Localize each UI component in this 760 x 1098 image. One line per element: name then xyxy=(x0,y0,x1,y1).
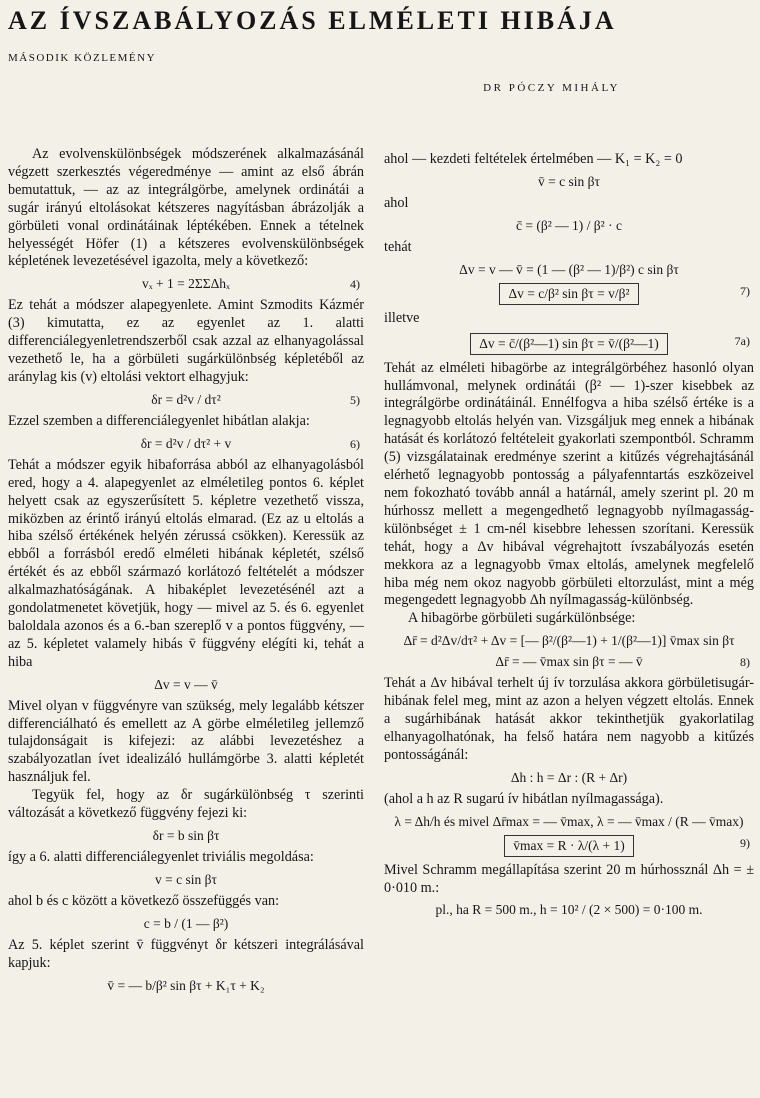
equation-text: δr = d²v / dτ² xyxy=(151,391,221,407)
equation-text: v̄max = R · λ/(λ + 1) xyxy=(504,835,634,857)
equation xyxy=(8,276,364,292)
paragraph: Mivel Schramm megállapítása szerint 20 m húrhossznál Δh = ± 0·010 m.: xyxy=(384,861,754,896)
paragraph: Tehát az elméleti hibagörbe az integrálgörbéhez hasonló olyan hullámvonal, melynek ordinátái (β² — 1)-szer kisebbek az integrálgörbe ordinátáinál. Ennélfogva a hiba szélső értéke is a legnagyobb eltolás helyén van. Vizsgáljuk meg ennek a hibának hatását és korlátozó feltételeit gyakorlati szempontból. Schramm (5) vizsgálatainak eredménye szerint a kitűzés végrehajtásánál elérhető legnagyobb pontosság a pályafenntartás eszközeivel nem fokozható tovább annál a határnál, amely szerint pl. 20 m húrhossz mellett a megengedhető legnagyobb nyílmagasság-különbséget ± 1 cm-nél kisebbre lehessen szorítani. Keressük tehát, hogy a Δv hibával végrehajtott ívszabályozás esetén mekkora az a legnagyobb v̄max eltolás, amelynek megfelelő hiba még nem okoz nagyobb görbületi eltorzulást, mint a még megengedett legnagyobb Δh nyílmagasság-különbség. xyxy=(384,359,754,609)
equation-number: 7) xyxy=(740,283,750,298)
paragraph: Ezzel szemben a differenciálegyenlet hibátlan alakja: xyxy=(8,412,310,429)
author-name: DR PÓCZY MIHÁLY xyxy=(483,82,620,94)
equation xyxy=(384,218,754,234)
equation xyxy=(8,872,364,888)
left-column xyxy=(8,146,364,999)
paragraph: Az evolvenskülönbségek módszerének alkalmazásánál végzett szerkesztés végeredménye — amint az első ábrán bemutattuk, — az az integrálgörbe, amelynek ordinátái a sugár irányú eltolásokat kétszeres nagyításban ábrázolják a görbületi vonal ordinátáinak léptékében. Ennek a tételnek helyességét Höfer (1) a kétszeres evolvenskülönbségek képletének levezetésével igazolta, mely a következő: xyxy=(8,146,364,270)
equation xyxy=(384,174,754,190)
paragraph: ahol xyxy=(384,194,409,211)
article-title: AZ ÍVSZABÁLYOZÁS ELMÉLETI HIBÁJA xyxy=(8,6,617,35)
paragraph: ahol — kezdeti feltételek értelmében — K₁ = K₂ = 0 xyxy=(384,151,683,167)
equation-text: Δv = c̄/(β²—1) sin βτ = v̄/(β²—1) xyxy=(470,333,668,355)
paragraph: Ez tehát a módszer alapegyenlete. Amint Szmodits Kázmér (3) kimutatta, ez az egyenlet az 1. alatti differenciálegyenletrendszerből csak azzal az elhanyagolással vezethető le, ha a görbületi sugárkülönbség képletéből az aránylag kis (v) eltolási vektort elhagyjuk: xyxy=(8,297,364,385)
boxed-equation xyxy=(384,333,754,355)
equation-text: Δr̄ = — v̄max sin βτ = — v̄ xyxy=(495,654,643,670)
equation xyxy=(8,677,364,693)
equation-text: Δv = v — v̄ xyxy=(154,676,218,692)
equation xyxy=(384,262,754,278)
paragraph: így a 6. alatti differenciálegyenlet triviális megoldása: xyxy=(8,849,314,865)
equation-text: δr = b sin βτ xyxy=(152,828,220,843)
equation-number: 7a) xyxy=(734,333,750,348)
paragraph: (ahol a h az R sugarú ív hibátlan nyílmagassága). xyxy=(384,790,664,807)
paragraph: Tehát a módszer egyik hibaforrása abból az elhanyagolásból ered, hogy a 4. alapegyenlet az elméletileg pontos 6. képlet helyett csak az egyszerűsített 5. képletre vezethető vissza, miközben az érintő irányú eltolás elmarad. (Ez az u eltolás a hiba szélső értékének helyén zérussá csökken). Keressük az ebből a forrásból eredő elméleti hibának képletét, szélső értékét és az ebből származó korlátozó feltételét a módszer alkalmazhatóságának. A hibaképlet levezetésénél azt a gondolatmenetet követjük, hogy — mivel az 5. és 6. egyenlet baloldala azonos és a 6.-ban szereplő v a pontos függvény, — az 5. képletet valamely hibás v̄ függvény elégíti ki, tehát a hiba xyxy=(8,456,364,670)
equation xyxy=(8,978,364,994)
paragraph: illetve xyxy=(384,309,420,326)
equation-number: 4) xyxy=(350,277,360,292)
boxed-equation xyxy=(384,283,754,305)
equation-text: δr = d²v / dτ² + v xyxy=(140,435,232,451)
equation-number: 6) xyxy=(350,436,360,451)
paragraph: Tehát a Δv hibával terhelt új ív torzulása akkora görbületisugár-hibának felel meg, mint az azon a helyen végzett eltolás. Ennek a sugárhibának hatását akkor tekinthetjük gyakorlatilag elhanyagolhatónak, ha felső határa nem nagyobb a kitűzés pontosságánál: xyxy=(384,675,754,763)
equation xyxy=(384,814,754,830)
equation-text: v̄ = c sin βτ xyxy=(538,173,600,189)
equation-number: 5) xyxy=(350,392,360,407)
equation-number: 9) xyxy=(740,835,750,850)
equation xyxy=(384,902,754,918)
equation xyxy=(384,654,754,670)
paragraph: ahol b és c között a következő összefüggés van: xyxy=(8,892,280,909)
equation-text: v = c sin βτ xyxy=(155,871,217,887)
equation-text: Δh : h = Δr : (R + Δr) xyxy=(510,769,628,785)
series-label: MÁSODIK KÖZLEMÉNY xyxy=(8,52,157,64)
equation xyxy=(384,633,754,649)
equation xyxy=(384,770,754,786)
equation xyxy=(8,392,364,408)
paragraph: Az 5. képlet szerint v̄ függvényt δr kétszeri integrálásával kapjuk: xyxy=(8,936,364,971)
equation-text: v̄ = — b/β² sin βτ + K₁τ + K₂ xyxy=(107,977,265,993)
equation-text: c̄ = (β² — 1) / β² · c xyxy=(516,217,622,233)
equation-text: Δv = v — v̄ = (1 — (β² — 1)/β²) c sin βτ xyxy=(459,261,679,277)
equation-text: Δv = c/β² sin βτ = v/β² xyxy=(499,283,638,305)
equation xyxy=(8,436,364,452)
paragraph: Mivel olyan v függvényre van szükség, mely legalább kétszer differenciálható és emellett az A görbe elméletileg jellemző tulajdonságait is kifejezi: az alábbi levezetéshez a szabályozatlan ívet idealizáló hullámgörbe 3. alatti képletét használjuk fel. xyxy=(8,697,364,786)
equation-text: pl., ha R = 500 m., h = 10² / (2 × 500) = 0·100 m. xyxy=(435,902,703,918)
right-column xyxy=(384,151,754,923)
equation-text: vₓ + 1 = 2ΣΣΔhₓ xyxy=(142,276,230,292)
equation xyxy=(8,916,364,932)
paragraph: tehát xyxy=(384,238,412,255)
paragraph: Tegyük fel, hogy az δr sugárkülönbség τ szerinti változását a következő függvény fejezi ki: xyxy=(8,787,364,822)
equation-number: 8) xyxy=(740,655,750,670)
equation-text: λ = Δh/h és mivel Δr̄max = — v̄max, λ = — v̄max / (R — v̄max) xyxy=(394,813,744,829)
equation-text: c = b / (1 — β²) xyxy=(143,915,229,931)
equation-text: Δr̄ = d²Δv/dτ² + Δv = [— β²/(β²—1) + 1/(β²—1)] v̄max sin βτ xyxy=(403,633,735,649)
paragraph: A hibagörbe görbületi sugárkülönbsége: xyxy=(408,610,636,627)
equation xyxy=(8,828,364,844)
boxed-equation xyxy=(384,835,754,857)
